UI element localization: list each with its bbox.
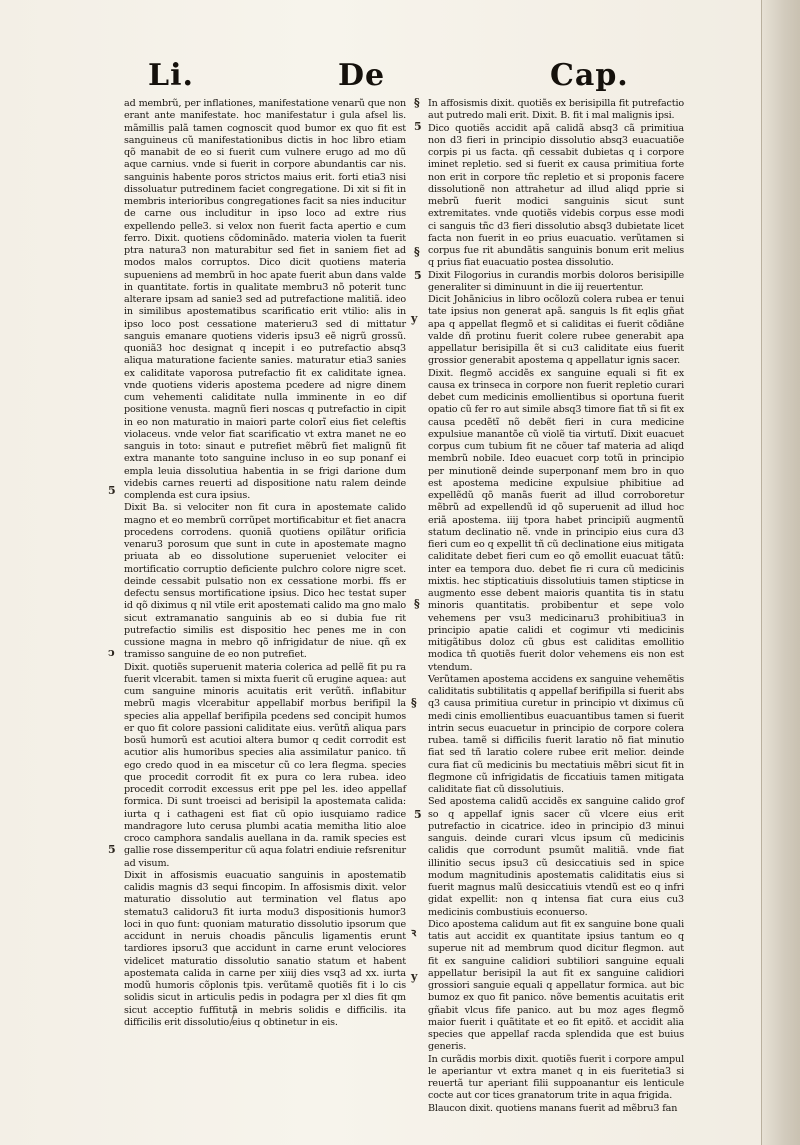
- text-paragraph: Dico apostema calidum aut fit ex sanguine bone quali tatis aut accidit ex quantitate ipsius tantum eo q superue nit ad membrum quod dicitur flegmon. aut fit ex sanguine calidiori subtiliori sanguine equali appellatur berisipil la aut fit ex sanguine calidiori grossiori sanguie equali q appellatur formica. aut bic bumoz ex quo fit panico. nõve bementis acuitatis erit gñabit vlcus fife panico. aut bu moz ages flegmõ maior fuerit i quãtitate et eo fit epitõ. et accidit alia species que appellaf racda splendida que est buius generis.: [428, 918, 684, 1053]
- margin-mark: §: [414, 96, 420, 109]
- margin-mark: y: [411, 970, 418, 983]
- text-paragraph: Sed apostema calidũ accidẽs ex sanguine calido grof so q appellaf ignis sacer cũ vlcere eius erit putrefactio in cicatrice. ideo in principio d3 minui sanguis. deinde curari vlcus ipsum cũ medicinis calidis que corrodunt psumũt malitiã. vnde fiat illinitio secus ipsu3 cũ desiccatiuis sed in spice modum magnitudinis apostematis caliditatis eius si fuerit magnus malũ desiccatiuis vtendũ est eo q infri gidat expellit: non q intensa fiat cura eius cu3 medicinis combustiuis econuerso.: [428, 796, 684, 918]
- margin-mark: 5: [414, 808, 422, 821]
- margin-mark: ꝛ: [411, 926, 417, 939]
- margin-mark: §: [411, 696, 417, 709]
- text-paragraph: Dico quotiẽs accidit apã calidã absq3 cã primitiua non d3 fieri in principio dissolutio absq3 euacuatiõe corpis pi us facta. qñ cessabit dubietas q i corpore iminet repletio. sed si fuerit ex causa primitiua forte non erit in corpore tñc repletio et si proponis facere dissolutionẽ non attrahetur ad illud aliqd pprie si mebrũ fuerit modici sanguinis sicut sunt extremitates. vnde quotiẽs videbis corpus esse modi ci sanguis tñc d3 fieri dissolutio absq3 dubietate licet facta non fuerit in eo prius euacuatio. verũtamen si corpus fue rit abundãtis sanguinis bonum erit melius q prius fiat euacuatio postea dissolutio.: [428, 122, 684, 269]
- text-paragraph: Dixit in affosismis euacuatio sanguinis in apostematib calidis magnis d3 sequi fincopim. In affosismis dixit. velor maturatio dissolutio aut termination vel flatus apo stematu3 calidoru3 fit iurta modu3 dispositionis humor3 loci in quo funt: quoniam maturatio dissolutio ipsorum que accidunt in neruis choadis pãnculis ligamentis erunt tardiores ipsoru3 que accidunt in carne erunt velociores videlicet maturatio dissolutio sanatio statum et habent apostemata calida in carne per xiiij dies vsq3 ad xx. iurta modũ humoris cõplonis tpis. verũtamẽ quotiẽs fit i lo cis solidis sicut in articulis pedis in podagra per xl dies fit qm sicut acceptio fuffitutã in mebris solidis e difficilis. ita difficilis erit dissolutio eius q obtinetur in eis.: [124, 869, 406, 1028]
- margin-mark: 5: [414, 120, 422, 133]
- margin-mark: ↄ: [108, 646, 115, 659]
- header-word-de: De: [338, 58, 386, 93]
- text-paragraph: Blaucon dixit. quotiens manans fuerit ad mẽbru3 fan: [428, 1102, 678, 1114]
- text-paragraph: Dicit Johãnicius in libro ocõlozũ colera rubea er tenui tate ipsius non generat apã. sanguis ls fit eqlis gñat apa q appellat flegmõ et si caliditas ei fuerit cõdiãne valde dñ protinu fuerit colere rubee generabit apa appellatur berisipilla ẽt si cu3 caliditate eius fuerit grossior generabit apostema q appellatur ignis sacer.: [428, 294, 684, 367]
- margin-mark: §: [414, 245, 420, 258]
- margin-mark: 5: [108, 484, 116, 497]
- margin-mark: 5: [108, 843, 116, 856]
- header-book-number: Li.: [148, 58, 194, 93]
- text-paragraph: In curãdis morbis dixit. quotiẽs fuerit i corpore ampul le aperiantur vt extra manet q in eis fueritetia3 si reuertã tur aperiant filii suppoanantur eis lenticule cocte aut cor tices granatorum trite in aqua frigida.: [428, 1053, 684, 1102]
- text-paragraph: Dixit Filogorius in curandis morbis doloros berisipille generaliter si diminuunt in die iij reuertentur.: [428, 269, 684, 293]
- margin-mark: y: [411, 312, 418, 325]
- right-text-column: [428, 98, 684, 1115]
- margin-mark: 5: [414, 269, 422, 282]
- text-paragraph: Dixit Ba. si velociter non fit cura in apostemate calido magno et eo membrũ corrũpet mortificabitur et fiet anacra procedens corrodens. quoniã quotiens opilãtur orificia venaru3 porosum que sunt in cute in apostemate magno priuata ab eo dissolutione superueniet velociter ei mortificatio corruptio deficiente pulchro colore nigre scet. deinde cessabit pulsatio non ex cessatione morbi. ffs er defectu sensus mortificatione ipsius. Dico hec testat super id qõ diximus q nil vtile erit apostemati calido ma gno malo sicut extramanatio sanguinis ab eo si dubia fue rit putrefactio similis est dispositio hec penes me in con cussione magna in mebro qõ infrigidatur de niue. qñ ex tramisso sanguine de eo non putrefiet.: [124, 502, 406, 661]
- header-chapter: Cap.: [550, 58, 629, 93]
- text-paragraph: In affosismis dixit. quotiẽs ex berisipilla fit putrefactio aut putredo mali erit. Dixit. B. fit i mal malignis ipsi.: [428, 98, 684, 122]
- left-text-column: [124, 98, 406, 1029]
- text-paragraph: Dixit. quotiẽs superuenit materia colerica ad pellẽ fit pu ra fuerit vlcerabit. tamen si mixta fuerit cũ erugine aquea: aut cum sanguine minoris acuitatis erit verũtñ. inflabitur mebrũ magis vlcerabitur appellabif morbus berifipil la species alia appellaf berifipila pcedens sed concipit humos er quo fit colore passioni caliditate eius. verũtñ aliqua pars bosũ humorũ est acutioi altera bumor q cedit corrodit est acutior alis humoribus species alia assimilatur panico. tñ ego credo quod in ea miscetur cũ co lera flegma. species que procedit corrodit fit ex pura co lera rubea. ideo procedit corrodit excessus erit ppe pel les. ideo appellaf formica. Di sunt troeisci ad berisipil la apostemata calida: iurta q i cathageni est fiat cũ opio iusquiamo radice mandragore luto cerusa plumbi acatia memitha litio aloe croco camphora sandalis auellana in da. ramik species est gallie rose dissemperitur cũ aqua folatri endiuie refsrenitur ad visum.: [124, 661, 406, 869]
- margin-mark: §: [414, 597, 420, 610]
- text-paragraph: ad membrũ, per inflationes, manifestatione venarũ que non erant ante manifestate. hoc manifestatur i gula afsel lis. mãmillis palã tamen cognoscit quod bumor ex quo fit est sanguineus cũ manifestationibus dictis in hoc libro etiam qõ manabit de eo si fuerit cum vulnere erugo ad mo dũ aque carnius. vnde si fuerit in corpore abundantis car nis. sanguinis habente poros strictos maius erit. forti etia3 nisi dissoluatur putredinem faciet congregatione. Di xit si fit in membris interioribus congregationes facit sa nies inducitur de carne ous includitur in ipso loco ad extre rius expellendo pelle3. si velox non fuerit facta apertio e cum ferro. Dixit. quotiens cõdominãdo. materia violen ta fuerit ptra natura3 non maturabitur sed fiet in saniem fiet ad modos malos corruptos. Dico dicit quotiens materia supueniens ad membrũ in hoc apate fuerit abun dans valde in quantitate. fortis in qualitate membru3 nõ poterit tunc alterare ipsam ad sanie3 sed ad putrefactione malitiã. ideo in similibus apostematibus scarificatio erit vtilio: alis in ipso loco post cessatione materieru3 sed di mittatur sanguis emanare quotiens videris ipsu3 eẽ nigrũ grossũ. quoniã3 hoc designat q incepit i eo putrefactio absq3 aliqua maturatione faciente sanies. maturatur etia3 sanies ex caliditate vaporosa putrefactio fit ex caliditate ignea. vnde quotiens videris apostema pcedere ad nigre dinem cum vehementi caliditate nulla imminente in eo dif positione venusta. magnũ fieri noscas q putrefactio in cipit in eo non maturatio in maiori parte colorĩ eius fiet celeftis violaceus. vnde velor fiat scarificatio vt extra manet ne eo sanguis in toto: sinaut e putrefiet mẽbrũ fiet malignũ fit extra manante toto sanguine incluso in eo sup ponanf ei empla leuia dissolutiua habentia in se frigi darione dum videbis carnes reuerti ad dispositione natu ralem deinde complenda est cura ipsius.: [124, 98, 406, 501]
- text-paragraph: Dixit. flegmõ accidẽs ex sanguine equali si fit ex causa ex trinseca in corpore non fuerit repletio curari debet cum medicinis emollientibus si oportuna fuerit opatio cũ fer ro aut simile absq3 timore fiat tñ si fit ex causa pcedẽtĩ nõ debẽt fieri in cura medicine expulsiue manantõe cũ violẽ tia virtutĩ. Dixit euacuet corpus cum tubium fit ne cõuer taf materia ad aliqd membrũ nobile. Ideo euacuet corp totũ in principio per minutionẽ deinde superponanf mem bro in quo est apostema medicine expulsiue phibitiue ad expellẽdũ qõ manãs fuerit ad illud corroboretur mẽbrũ ad expellendũ id qõ superuenit ad illud hoc eriã apostema. iiij tpora habet principiũ augmentũ statum declinatio nẽ. vnde in principio eius cura d3 fieri cum eo q expellit tñ cũ declinatione eius mitigata caliditate debet fieri cum eo qõ emollit euacuat tãtũ: inter ea tempora duo. debet fie ri cura cũ medicinis mixtis. hec stipticatiuis dissolutiuis tamen stipticse in augmento esse debent maioris quantita tis in statu minoris quantitatis. probibentur et sepe volo vehemens per vsu3 medicinaru3 prohibitiua3 in principio apatie calidi et cogimur vti medicinis mitigãtibus doloz cũ gbus est caliditas emollitio modica tñ quotiẽs fuerit dolor vehemens eis non est vtendum.: [428, 367, 684, 673]
- page-edge-shadow: [761, 0, 800, 1145]
- text-paragraph: Verũtamen apostema accidens ex sanguine vehemẽtis caliditatis subtilitatis q appellaf berifipilla si fuerit abs q3 causa primitiua curetur in principio vt diximus cũ medi cinis emollientibus euacuantibus tamen si fuerit intrin secus euacuetur in principio de corpore colera rubea. tamẽ si difficilis fuerit laratio nõ fiat minutio fiat sed tñ laratio colere rubee erit melior. deinde cura fiat cũ medicinis bu mectatiuis mẽbri sicut fit in flegmone cũ infrigidatis de ficcatiuis tamen mitigata caliditate fiat cũ dissolutiuis.: [428, 673, 684, 795]
